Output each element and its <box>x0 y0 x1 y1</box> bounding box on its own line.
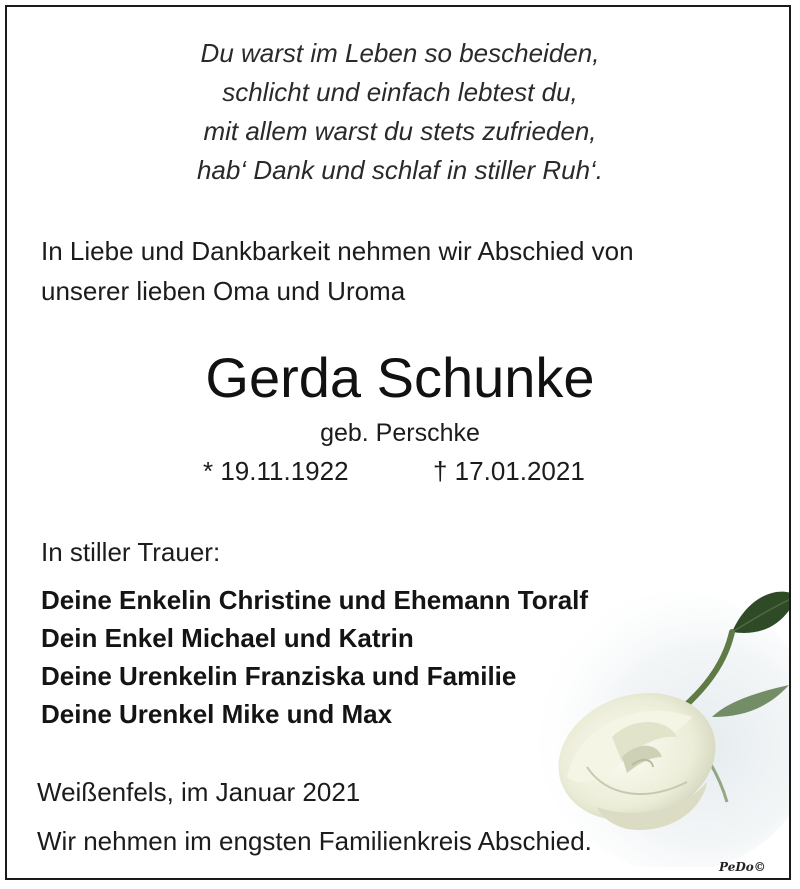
closing-note: Wir nehmen im engsten Familienkreis Abschied. <box>37 826 592 856</box>
poem <box>7 34 791 190</box>
birth-name: geb. Perschke <box>320 419 480 447</box>
mourner-entry: Deine Enkelin Christine und Ehemann Toralf <box>41 585 589 615</box>
death-date: † 17.01.2021 <box>433 456 585 486</box>
mourner-entry: Dein Enkel Michael und Katrin <box>41 623 414 653</box>
obituary-notice <box>5 5 791 880</box>
mourner-entry: Deine Urenkelin Franziska und Familie <box>41 661 517 691</box>
mourning-label: In stiller Trauer: <box>41 537 221 567</box>
place-date: Weißenfels, im Januar 2021 <box>37 777 361 807</box>
intro-line: unserer lieben Oma und Uroma <box>41 276 406 306</box>
intro-line: In Liebe und Dankbarkeit nehmen wir Abschied von <box>41 236 634 266</box>
poem-line: schlicht und einfach lebtest du, <box>222 77 578 107</box>
intro-text <box>41 231 634 311</box>
birth-date: * 19.11.1922 <box>203 456 349 486</box>
poem-line: mit allem warst du stets zufrieden, <box>203 116 597 146</box>
mourners-list <box>41 581 588 733</box>
poem-line: Du warst im Leben so bescheiden, <box>200 38 600 68</box>
poem-line: hab‘ Dank und schlaf in stiller Ruh‘. <box>196 155 604 185</box>
mourner-entry: Deine Urenkel Mike und Max <box>41 699 393 729</box>
deceased-name: Gerda Schunke <box>205 346 595 409</box>
designer-signature: PeDo© <box>719 860 766 874</box>
